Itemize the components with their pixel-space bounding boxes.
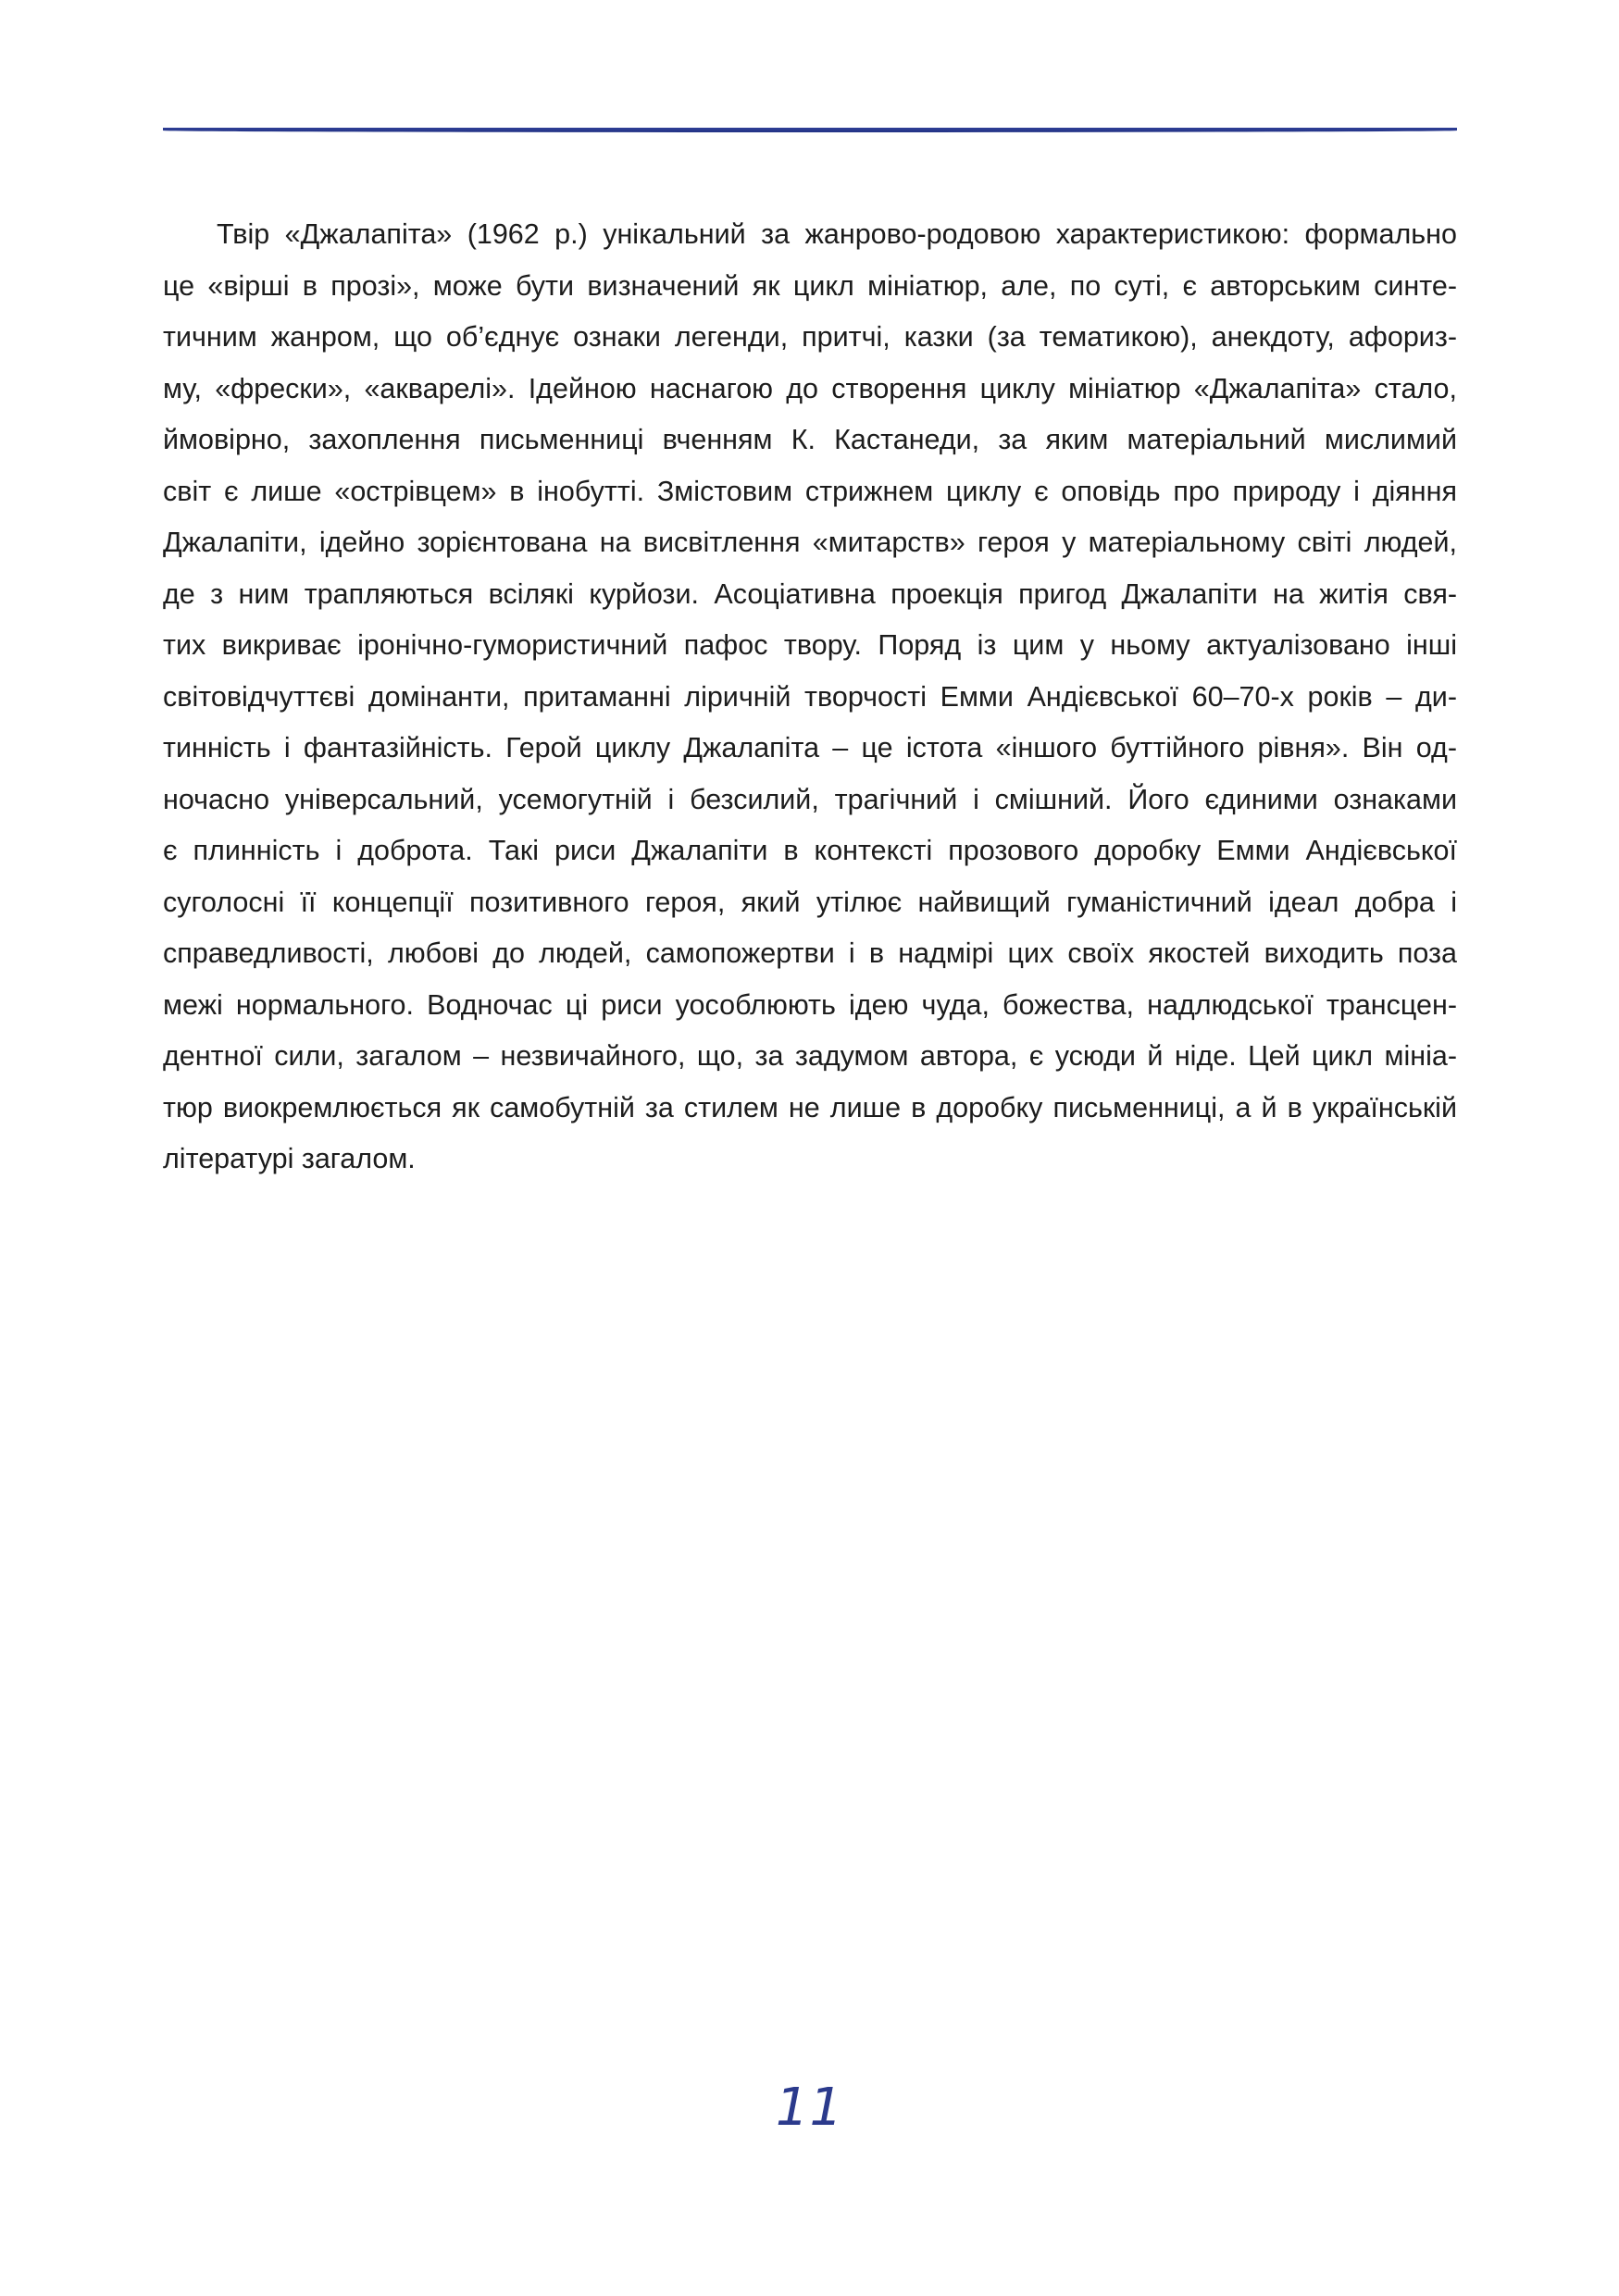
paragraph-line: є плинність і доброта. Такі риси Джалапіти в контексті прозового доробку Емми Андієвської	[163, 835, 1457, 866]
paragraph-line: світ є лише «острівцем» в інобутті. Змістовим стрижнем циклу є оповідь про природу і діяння	[163, 475, 1457, 507]
paragraph-line: ймовірно, захоплення письменниці вченням К. Кастанеди, за яким матеріальний мислимий	[163, 424, 1457, 455]
paragraph-line: межі нормального. Водночас ці риси уособлюють ідею чуда, божества, надлюдської трансцен-	[163, 988, 1457, 1021]
paragraph-line: літературі загалом.	[163, 1143, 416, 1174]
paragraph-line: справедливості, любові до людей, самопожертви і в надмірі цих своїх якостей виходить поза	[163, 937, 1457, 969]
paragraph-line: дентної сили, загалом – незвичайного, що, за задумом автора, є усюди й ніде. Цей цикл мініа-	[163, 1040, 1457, 1072]
body-paragraph	[163, 209, 1457, 1185]
paragraph-line: тюр виокремлюється як самобутній за стилем не лише в доробку письменниці, а й в українській	[163, 1091, 1457, 1123]
paragraph-line: тичним жанром, що об’єднує ознаки легенди, притчі, казки (за тематикою), анекдоту, афориз-	[163, 321, 1457, 353]
paragraph-line: світовідчуттєві домінанти, притаманні ліричній творчості Емми Андієвської 60–70-х років – ди-	[163, 680, 1457, 713]
paragraph-line: му, «фрески», «акварелі». Ідейною наснагою до створення циклу мініатюр «Джалапіта» стало,	[163, 372, 1457, 404]
page-number: 11	[775, 2078, 844, 2138]
paragraph-line: суголосні її концепції позитивного героя, який утілює найвищий гуманістичний ідеал добра і	[163, 886, 1457, 918]
paragraph-line: Твір «Джалапіта» (1962 р.) унікальний за жанрово-родовою характеристикою: формально	[217, 218, 1457, 250]
paragraph-line: це «вірші в прозі», може бути визначений як цикл мініатюр, але, по суті, є авторським синте-	[163, 269, 1457, 302]
paragraph-line: тинність і фантазійність. Герой циклу Джалапіта – це істота «іншого буттійного рівня». Він од-	[163, 732, 1457, 763]
header-rule	[163, 128, 1457, 132]
paragraph-line: тих викриває іронічно-гумористичний пафос твору. Поряд із цим у ньому актуалізовано інші	[163, 629, 1457, 661]
paragraph-line: ночасно універсальний, усемогутній і безсилий, трагічний і смішний. Його єдиними ознаками	[163, 783, 1457, 815]
paragraph-line: де з ним трапляються всілякі курйози. Асоціативна проекція пригод Джалапіти на житія свя-	[163, 577, 1457, 610]
paragraph-line: Джалапіти, ідейно зорієнтована на висвітлення «митарств» героя у матеріальному світі людей,	[163, 527, 1457, 558]
